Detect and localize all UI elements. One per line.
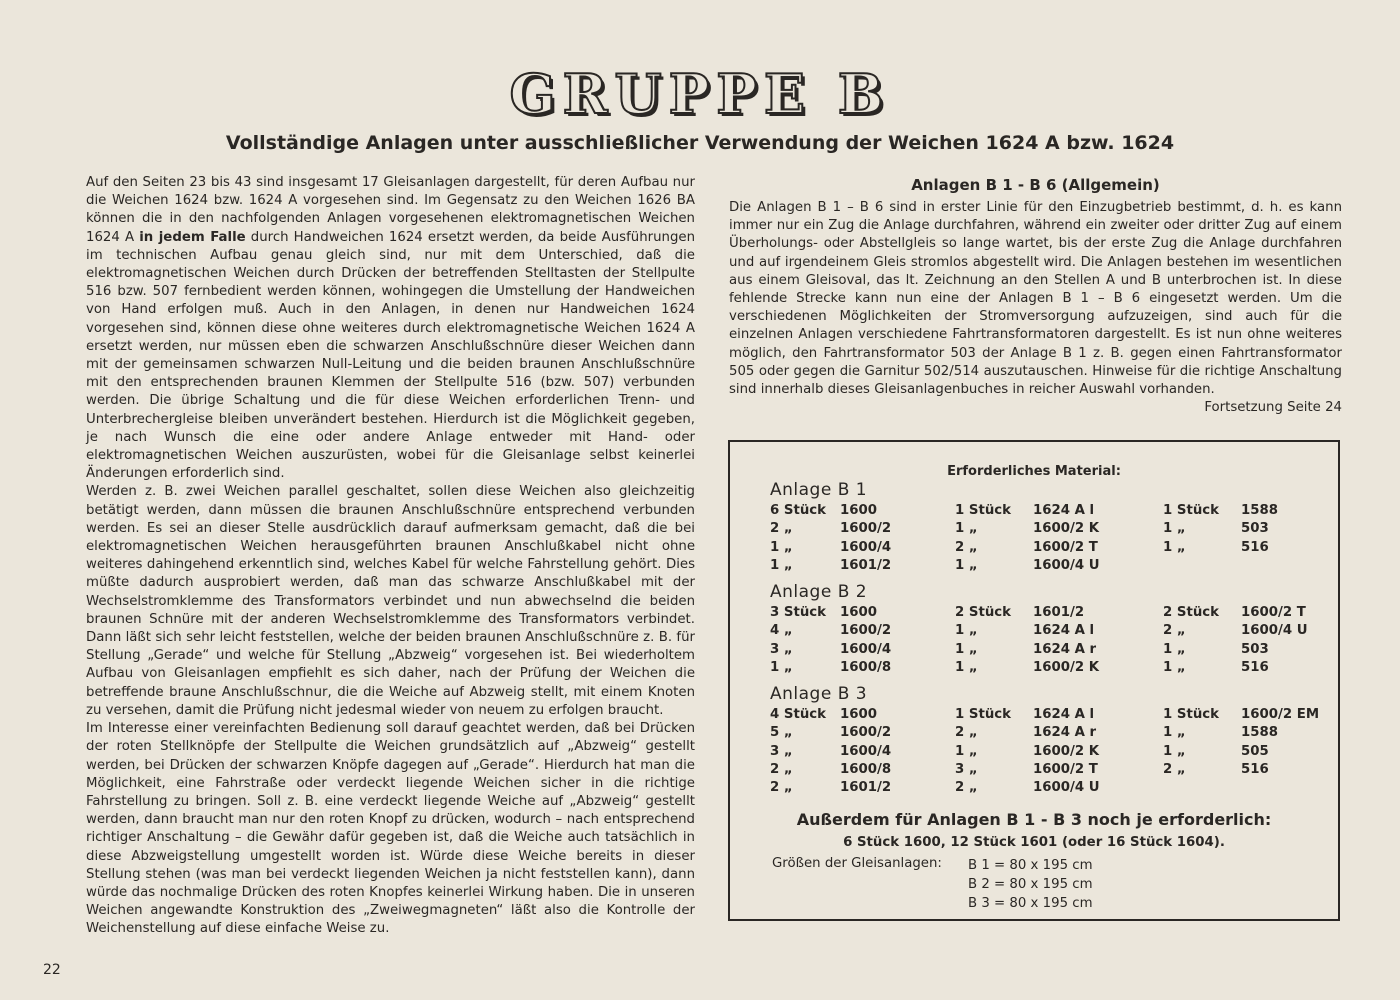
- material-row: [1163, 761, 1269, 779]
- article-number: 1600/2 K: [1033, 659, 1100, 675]
- article-number: 1600/4 U: [1241, 623, 1308, 639]
- size-b2: B 2 = 80 x 195 cm: [968, 877, 1093, 892]
- material-row: [1163, 539, 1269, 557]
- material-row: [1163, 659, 1269, 677]
- article-number: 503: [1241, 521, 1269, 537]
- quantity: 1 „: [1163, 659, 1186, 675]
- article-number: 503: [1241, 641, 1269, 657]
- article-number: 1600/2 K: [1033, 743, 1100, 759]
- left-column-text: [86, 174, 695, 939]
- quantity: 1 Stück: [1163, 503, 1220, 518]
- material-row: [955, 724, 1096, 742]
- emphasis: in jedem Falle: [139, 229, 246, 245]
- material-row: [955, 743, 1099, 761]
- article-number: 1601/2: [1033, 605, 1085, 620]
- article-number: 1600/2: [840, 623, 892, 639]
- article-number: 1600/4: [840, 539, 892, 555]
- article-number: 1600: [840, 503, 878, 518]
- article-number: 1600/2 EM: [1241, 707, 1320, 722]
- article-number: 516: [1241, 659, 1269, 675]
- material-row: [1163, 641, 1269, 659]
- quantity: 5 „: [770, 725, 793, 741]
- article-number: 1600/2 T: [1033, 761, 1098, 777]
- material-row: [770, 659, 891, 677]
- material-row: [955, 622, 1094, 640]
- article-number: 516: [1241, 761, 1269, 777]
- quantity: 1 „: [955, 623, 978, 639]
- material-row: [1163, 743, 1269, 761]
- article-number: 1600/8: [840, 761, 892, 777]
- quantity: 4 „: [770, 623, 793, 639]
- material-row: [770, 724, 891, 742]
- material-row: [1163, 520, 1269, 538]
- quantity: 2 „: [1163, 761, 1186, 777]
- quantity: 1 „: [955, 659, 978, 675]
- continuation-note: Fortsetzung Seite 24: [1204, 400, 1342, 416]
- anlage-heading: Anlage B 2: [770, 582, 868, 602]
- quantity: 3 Stück: [770, 605, 827, 620]
- material-row: [770, 761, 891, 779]
- extra-items: 6 Stück 1600, 12 Stück 1601 (oder 16 Stück 1604).: [843, 835, 1225, 850]
- quantity: 2 „: [770, 521, 793, 537]
- page-title: GRUPPE B: [509, 62, 891, 126]
- paragraph: Werden z. B. zwei Weichen parallel geschaltet, sollen diese Weichen also gleichzeitig betätigt werden, dann müssen die braunen Anschlußschnüre entsprechend verbunden werden. Es sei an dieser Stelle ausdrücklich darauf aufmerksam gemacht, daß die bei elektromagnetischen Weichen herausgeführten braunen Anschlußkabel nicht ohne weiteres dahingehend erkenntlich sind, welches Kabel für welche Fahrstellung gehört. Dies müßte dadurch ausprobiert werden, daß man das schwarze Anschlußkabel mit der Wechselstromklemme des Transformators verbindet und nun abwechselnd die beiden braunen Schnüre mit der anderen Wechselstromklemme des Transformators verbindet. Dann läßt sich sehr leicht feststellen, welche der beiden braunen Anschlußschnüre z. B. für Stellung „Gerade“ und welche für Stellung „Abzweig“ vorgesehen ist. Bei wiederholtem Aufbau von Gleisanlagen empfiehlt es sich daher, nach der Prüfung der Weichen die betreffende braune Anschlußschnur, die die Weiche auf Abzweig stellt, mit einem Knoten zu versehen, damit die Prüfung nicht jedesmal wieder von neuem zu erfolgen braucht.: [86, 484, 695, 718]
- article-number: 1624 A r: [1033, 725, 1097, 741]
- material-row: [770, 743, 891, 761]
- material-row: [770, 604, 877, 622]
- quantity: 2 Stück: [1163, 605, 1220, 620]
- quantity: 3 „: [770, 641, 793, 657]
- material-row: [770, 706, 877, 724]
- anlage-heading: Anlage B 1: [770, 480, 868, 500]
- size-b3: B 3 = 80 x 195 cm: [968, 896, 1093, 911]
- material-row: [955, 659, 1099, 677]
- size-b1: B 1 = 80 x 195 cm: [968, 858, 1093, 873]
- quantity: 2 „: [1163, 623, 1186, 639]
- page-number: 22: [43, 962, 61, 978]
- material-row: [1163, 706, 1319, 724]
- article-number: 1600/8: [840, 659, 892, 675]
- quantity: 2 „: [770, 761, 793, 777]
- paragraph: Auf den Seiten 23 bis 43 sind insgesamt 17 Gleisanlagen dargestellt, für deren Aufbau nur die Weichen 1624 bzw. 1624 A vorgesehen sind. Im Gegensatz zu den Weichen 1626 BA können die in den nachfolgenden Anlagen vorgesehenen elektromagnetischen Weichen 1624 A in jedem Falle durch Handweichen 1624 ersetzt werden, da beide Ausführungen im technischen Aufbau genau gleich sind, nur mit dem Unterschied, daß die elektromagnetischen Weichen durch Drücken der betreffenden Stelltasten der Stellpulte 516 bzw. 507 fernbedient werden können, wohingegen die Umstellung der Handweichen von Hand erfolgen muß. Auch in den Anlagen, in denen nur Handweichen 1624 vorgesehen sind, können diese ohne weiteres durch elektromagnetische Weichen 1624 A ersetzt werden, nur müssen eben die schwarzen Anschlußschnüre dieser Weichen dann mit der gemeinsamen schwarzen Null-Leitung und die beiden braunen Anschlußschnüre mit den entsprechenden braunen Klemmen der Stellpulte 516 (bzw. 507) verbunden werden. Die übrige Schaltung und die für diese Weichen erforderlichen Trenn- und Unterbrechergleise bleiben unverändert bestehen. Hierdurch ist die Möglichkeit gegeben, je nach Wunsch die eine oder andere Anlage entweder mit Hand- oder elektromagnetischen Weichen auszurüsten, wobei für die Gleisanlage selbst keinerlei Änderungen erforderlich sind.: [86, 175, 695, 482]
- material-row: [955, 520, 1099, 538]
- quantity: 1 „: [955, 743, 978, 759]
- material-row: [955, 539, 1098, 557]
- material-row: [770, 520, 891, 538]
- article-number: 1600/4 U: [1033, 557, 1100, 573]
- quantity: 1 „: [770, 557, 793, 573]
- quantity: 1 „: [1163, 743, 1186, 759]
- material-box-title: Erforderliches Material:: [947, 464, 1121, 479]
- quantity: 3 „: [955, 761, 978, 777]
- quantity: 1 „: [955, 557, 978, 573]
- material-row: [770, 622, 891, 640]
- material-row: [770, 641, 891, 659]
- quantity: 2 „: [955, 725, 978, 741]
- quantity: 2 „: [955, 539, 978, 555]
- quantity: 6 Stück: [770, 503, 827, 518]
- article-number: 1624 A l: [1033, 623, 1095, 639]
- article-number: 1600/4: [840, 743, 892, 759]
- material-row: [1163, 622, 1308, 640]
- section-heading: Anlagen B 1 - B 6 (Allgemein): [911, 176, 1160, 194]
- article-number: 1624 A l: [1033, 707, 1095, 722]
- quantity: 2 Stück: [955, 605, 1012, 620]
- quantity: 1 „: [770, 659, 793, 675]
- material-row: [955, 604, 1084, 622]
- quantity: 2 „: [770, 780, 793, 796]
- anlage-heading: Anlage B 3: [770, 684, 868, 704]
- material-row: [955, 779, 1100, 797]
- article-number: 505: [1241, 743, 1269, 759]
- quantity: 1 „: [1163, 539, 1186, 555]
- paragraph: Im Interesse einer vereinfachten Bedienung soll darauf geachtet werden, daß bei Drücken der roten Stellknöpfe der Stellpulte die Weichen grundsätzlich auf „Abzweig“ gestellt werden, bei Drücken der schwarzen Knöpfe dagegen auf „Gerade“. Hierdurch hat man die Möglichkeit, eine Fahrstraße oder verdeckt liegende Weichen sicher in die richtige Fahrstellung zu bringen. Soll z. B. eine verdeckt liegende Weiche auf „Abzweig“ gestellt werden, dann braucht man nur den roten Knopf zu drücken, wodurch – nach entsprechend richtiger Anschaltung – die Gewähr dafür gegeben ist, daß die Weiche auch tatsächlich in diese Abzweigstellung umgestellt worden ist. Würde diese Weiche bereits in dieser Stellung stehen (was man bei verdeckt liegenden Weichen ja nicht feststellen kann), dann würde das nochmalige Drücken des roten Knopfes keinerlei Wirkung haben. Die in unseren Weichen angewandte Konstruktion des „Zweiwegmagneten“ läßt also die Kontrolle der Weichenstellung auf diese einfache Weise zu.: [86, 721, 695, 937]
- article-number: 1600/4 U: [1033, 780, 1100, 796]
- material-box: [728, 440, 1340, 921]
- article-number: 1624 A l: [1033, 503, 1095, 518]
- article-number: 1601/2: [840, 557, 892, 573]
- quantity: 1 „: [770, 539, 793, 555]
- sizes-label: Größen der Gleisanlagen:: [772, 856, 942, 871]
- quantity: 1 „: [1163, 641, 1186, 657]
- material-row: [955, 706, 1094, 724]
- quantity: 1 „: [1163, 521, 1186, 537]
- material-row: [770, 539, 891, 557]
- article-number: 1600/2 T: [1033, 539, 1098, 555]
- material-row: [1163, 604, 1306, 622]
- material-row: [955, 761, 1098, 779]
- article-number: 1600/2 T: [1241, 605, 1306, 620]
- paragraph: Die Anlagen B 1 – B 6 sind in erster Linie für den Einzugbetrieb bestimmt, d. h. es kann immer nur ein Zug die Anlage durchfahren, während ein zweiter oder dritter Zug auf einem Überholungs- oder Abstellgleis so lange wartet, bis der erste Zug die Anlage durchfahren und auf irgendeinem Gleis stromlos abgestellt wird. Die Anlagen bestehen im wesentlichen aus einem Gleisoval, das lt. Zeichnung an den Stellen A und B unterbrochen ist. In diese fehlende Strecke kann nun eine der Anlagen B 1 – B 6 eingesetzt werden. Um die verschiedenen Möglichkeiten der Stromversorgung aufzuzeigen, sind auch für die einzelnen Anlagen verschiedene Fahrtransformatoren dargestellt. Es ist nun ohne weiteres möglich, den Fahrtransformator 503 der Anlage B 1 z. B. gegen einen Fahrtransformator 505 oder gegen die Garnitur 502/514 auszutauschen. Hinweise für die richtige Anschaltung sind innerhalb dieses Gleisanlagenbuches in reicher Auswahl vorhanden.: [729, 200, 1342, 398]
- material-row: [770, 502, 877, 520]
- article-number: 1624 A r: [1033, 641, 1097, 657]
- quantity: 1 Stück: [955, 707, 1012, 722]
- article-number: 1600/2 K: [1033, 521, 1100, 537]
- article-number: 1600/2: [840, 521, 892, 537]
- material-row: [1163, 502, 1278, 520]
- material-row: [955, 641, 1096, 659]
- article-number: 1601/2: [840, 780, 892, 796]
- article-number: 1588: [1241, 725, 1279, 741]
- right-column-text: [729, 199, 1342, 417]
- quantity: 4 Stück: [770, 707, 827, 722]
- material-row: [770, 779, 891, 797]
- quantity: 1 „: [955, 641, 978, 657]
- material-row: [955, 502, 1094, 520]
- article-number: 1600: [840, 707, 878, 722]
- material-row: [770, 557, 891, 575]
- quantity: 1 Stück: [955, 503, 1012, 518]
- article-number: 1588: [1241, 503, 1279, 518]
- material-row: [1163, 724, 1278, 742]
- extra-heading: Außerdem für Anlagen B 1 - B 3 noch je erforderlich:: [796, 810, 1272, 829]
- quantity: 1 „: [955, 521, 978, 537]
- quantity: 1 Stück: [1163, 707, 1220, 722]
- quantity: 1 „: [1163, 725, 1186, 741]
- article-number: 1600: [840, 605, 878, 620]
- material-row: [955, 557, 1100, 575]
- page-subtitle: Vollständige Anlagen unter ausschließlicher Verwendung der Weichen 1624 A bzw. 1624: [225, 132, 1175, 154]
- quantity: 2 „: [955, 780, 978, 796]
- quantity: 3 „: [770, 743, 793, 759]
- article-number: 1600/2: [840, 725, 892, 741]
- article-number: 1600/4: [840, 641, 892, 657]
- article-number: 516: [1241, 539, 1269, 555]
